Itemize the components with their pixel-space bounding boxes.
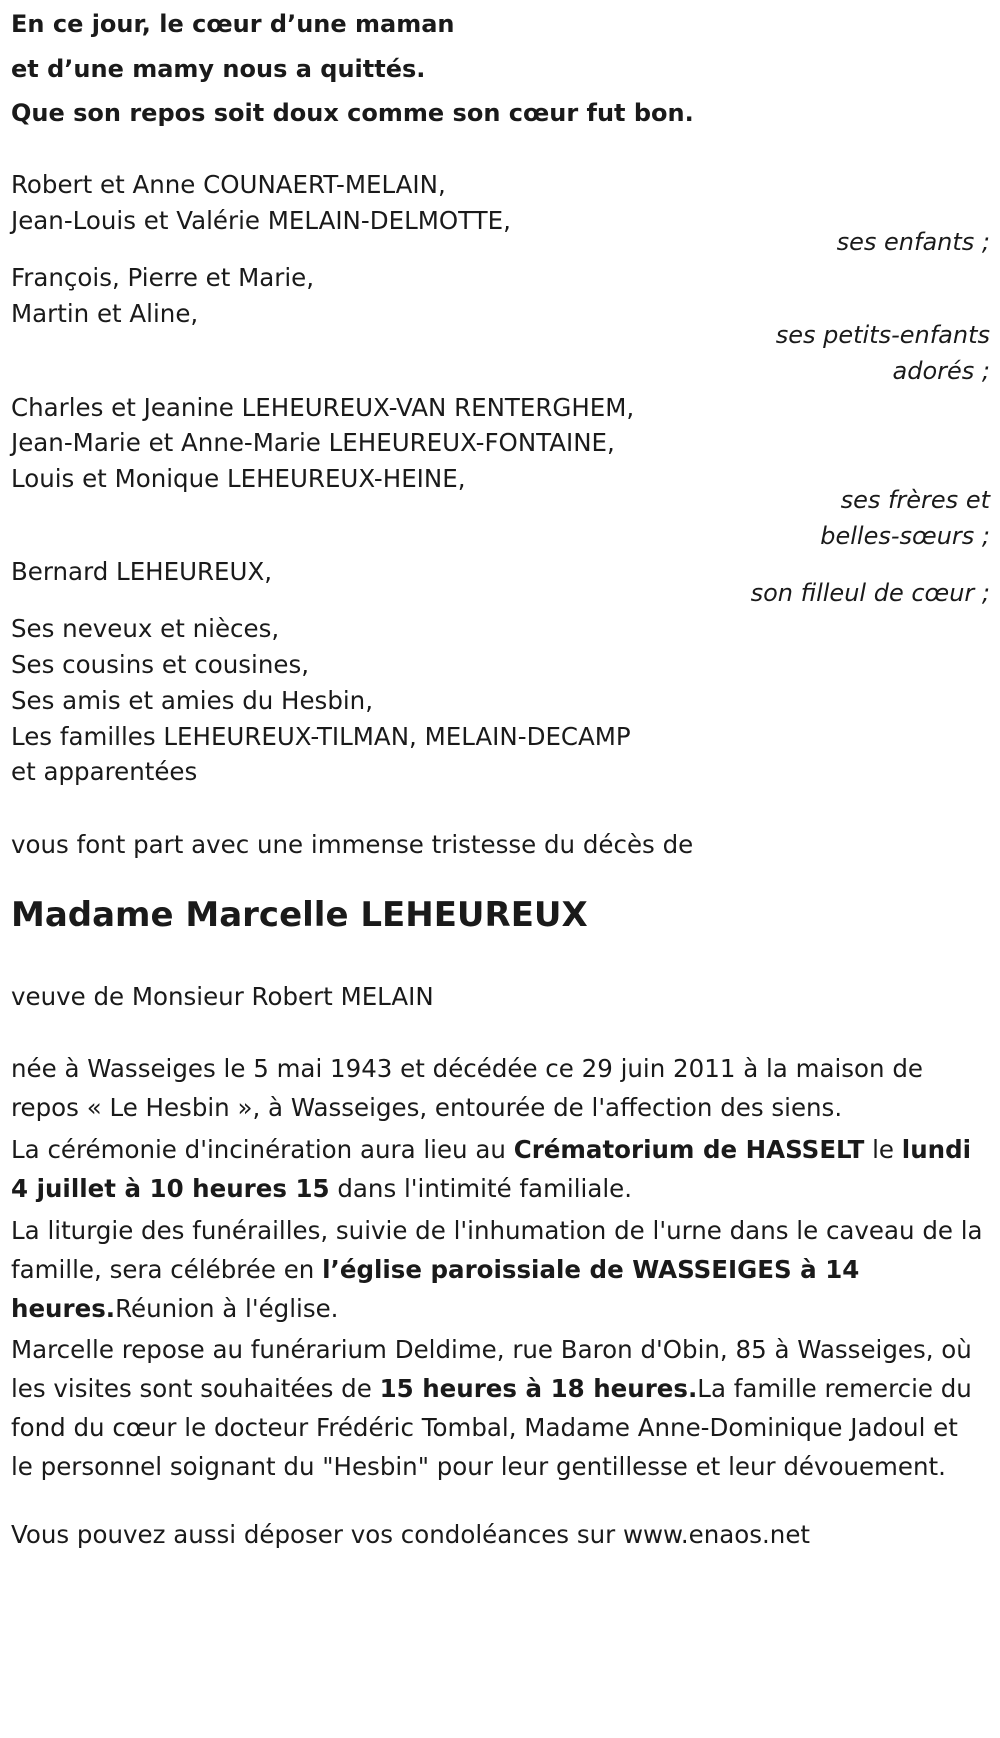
visits-text-2: La famille remercie du fond du cœur le docteur Frédéric Tombal, Madame Anne-Dominique Jadoul et le personnel soignant du "Hesbin" pour leur gentillesse et leur dévouement. xyxy=(11,1374,972,1481)
siblings-name-3: Louis et Monique LEHEUREUX-HEINE, xyxy=(11,464,466,493)
siblings-role-1: ses frères et xyxy=(840,486,990,514)
grandchildren-name-2: Martin et Aline, xyxy=(11,299,199,328)
others-line-1: Ses neveux et nièces, xyxy=(11,614,280,643)
children-name-2: Jean-Louis et Valérie MELAIN-DELMOTTE, xyxy=(11,206,511,235)
godson-role: son filleul de cœur ; xyxy=(750,579,990,607)
ceremony-text-3: dans l'intimité familiale. xyxy=(329,1174,633,1203)
siblings-role-2: belles-sœurs ; xyxy=(820,522,990,550)
intro-line-1: En ce jour, le cœur d’une maman xyxy=(11,10,455,38)
others-line-3: Ses amis et amies du Hesbin, xyxy=(11,686,373,715)
ceremony-text-1: La cérémonie d'incinération aura lieu au xyxy=(11,1135,514,1164)
deceased-name: Madame Marcelle LEHEUREUX xyxy=(11,895,588,935)
visits-hours: 15 heures à 18 heures. xyxy=(379,1374,698,1403)
widow-of: veuve de Monsieur Robert MELAIN xyxy=(11,982,434,1011)
grandchildren-role-1: ses petits-enfants xyxy=(775,321,990,349)
siblings-name-2: Jean-Marie et Anne-Marie LEHEUREUX-FONTAINE, xyxy=(11,428,615,457)
siblings-name-1: Charles et Jeanine LEHEUREUX-VAN RENTERGHEM, xyxy=(11,393,635,422)
godson-name: Bernard LEHEUREUX, xyxy=(11,557,273,586)
visits-paragraph xyxy=(11,1330,986,1486)
announcement: vous font part avec une immense tristesse du décès de xyxy=(11,830,694,859)
others-line-2: Ses cousins et cousines, xyxy=(11,650,309,679)
grandchildren-role-2: adorés ; xyxy=(892,357,990,385)
intro-line-3: Que son repos soit doux comme son cœur fut bon. xyxy=(11,99,694,127)
ceremony-paragraph xyxy=(11,1130,986,1208)
liturgy-text-1: La liturgie des funérailles, suivie de l'inhumation de l'urne dans le caveau de la famille, sera célébrée en xyxy=(11,1216,983,1284)
liturgy-paragraph xyxy=(11,1211,986,1328)
liturgy-location: l’église paroissiale de WASSEIGES à 14 heures. xyxy=(11,1255,860,1323)
ceremony-datetime: lundi 4 juillet à 10 heures 15 xyxy=(11,1135,972,1203)
ceremony-text-2: le xyxy=(864,1135,902,1164)
others-line-4: Les familles LEHEUREUX-TILMAN, MELAIN-DECAMP xyxy=(11,722,631,751)
others-line-5: et apparentées xyxy=(11,757,198,786)
condolences-line: Vous pouvez aussi déposer vos condoléances sur www.enaos.net xyxy=(11,1520,811,1549)
ceremony-location: Crématorium de HASSELT xyxy=(513,1135,865,1164)
intro-line-2: et d’une mamy nous a quittés. xyxy=(11,55,426,83)
grandchildren-name-1: François, Pierre et Marie, xyxy=(11,263,315,292)
birth-death-paragraph: née à Wasseiges le 5 mai 1943 et décédée ce 29 juin 2011 à la maison de repos « Le Hesbin », à Wasseiges, entourée de l'affection des siens. xyxy=(11,1054,923,1122)
visits-text-1: Marcelle repose au funérarium Deldime, rue Baron d'Obin, 85 à Wasseiges, où les visites sont souhaitées de xyxy=(11,1335,972,1403)
children-name-1: Robert et Anne COUNAERT-MELAIN, xyxy=(11,170,446,199)
children-role: ses enfants ; xyxy=(836,228,990,256)
liturgy-text-2: Réunion à l'église. xyxy=(115,1294,339,1323)
